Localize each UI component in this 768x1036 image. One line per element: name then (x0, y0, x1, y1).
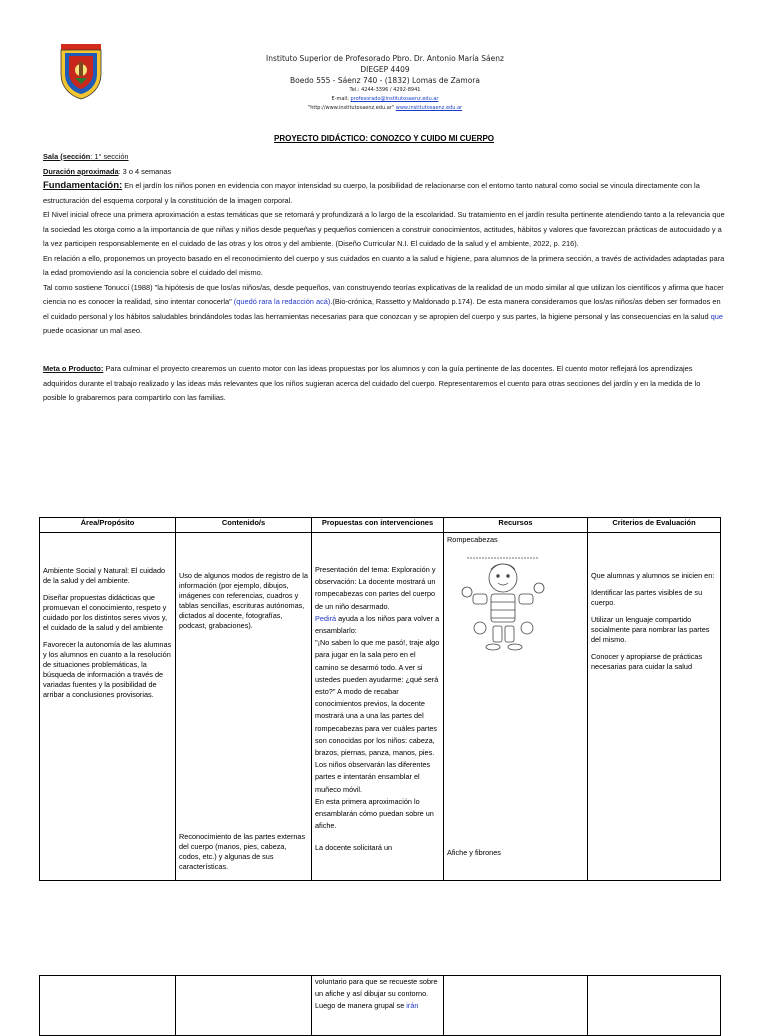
institute-address: Boedo 555 - Sáenz 740 - (1832) Lomas de Zamora (290, 76, 480, 85)
fundamentacion-p4 (43, 281, 725, 339)
header-criterios: Criterios de Evaluación (588, 518, 721, 533)
area-item: Favorecer la autonomía de las alumnas y los alumnos en cuanto a la resolución de situaciones problemáticas, la búsqueda de información a través de variadas fuentes y la posibilidad de arribar a conclusiones provisorias. (43, 640, 172, 699)
area-item: Ambiente Social y Natural: El cuidado de la salud y del ambiente. (43, 566, 166, 585)
recursos-cell-continued (444, 976, 588, 1036)
fundamentacion-section (43, 179, 725, 339)
criterio-item: Que alumnas y alumnos se inicien en: (591, 571, 715, 580)
area-cell-continued (40, 976, 176, 1036)
criterio-item: Conocer y apropiarse de prácticas necesarias para cuidar la salud (591, 652, 703, 671)
propuesta-ayuda (315, 613, 440, 637)
propuesta-grupal (315, 1000, 440, 1012)
duracion-label: Duración aproximada (43, 166, 119, 176)
header-area: Área/Propósito (40, 518, 176, 533)
propuestas-cell-continued (312, 976, 444, 1036)
duracion-value: : 3 o 4 semanas (118, 166, 172, 176)
fundamentacion-text-1: En el jardín los niños ponen en evidencia con mayor intensidad su cuerpo, la posibilidad de relacionarse con el entorno tanto natural como social se vincula directamente con la estructuración del esquema corporal y la constitución de la imagen corporal. (43, 181, 700, 205)
meta-label: Meta o Producto: (43, 364, 104, 373)
institute-code: DIEGEP 4409 (360, 65, 410, 74)
contenidos-cell-continued (176, 976, 312, 1036)
header-recursos: Recursos (444, 518, 588, 533)
institute-crest-logo (58, 44, 104, 100)
propuesta-observacion: Los niños observarán las diferentes partes e intentarán ensamblar el muñeco móvil. (315, 760, 431, 794)
web-prefix: "http://www.institutosaenz.edu.ar" (307, 105, 395, 111)
recursos-cell (444, 533, 588, 881)
planning-table (39, 517, 721, 881)
institute-web-line (200, 104, 570, 113)
criterio-item: Utilizar un lenguaje compartido socialmente para nombrar las partes del mismo. (591, 615, 710, 644)
criterios-cell (588, 533, 721, 881)
propuesta-afiche: En esta primera aproximación lo ensamblarán cómo puedan sobre un afiche. (315, 796, 434, 831)
fundamentacion-p3: En relación a ello, proponemos un proyecto basado en el reconocimiento del cuerpo y sus cuidados en cuanto a la salud e higiene, para alumnos de la primera sección, a través de actividades adaptadas para la edad promoviendo así la conciencia sobre el cuidado del mismo. (43, 253, 725, 277)
email-link[interactable]: profesorado@institutosaenz.edu.ar (350, 96, 439, 102)
fundamentacion-end: puede ocasionar un mal aseo. (43, 326, 143, 335)
sala-label: Sala (sección (43, 152, 91, 161)
sala-line (43, 150, 725, 165)
criterio-item: Identificar las partes visibles de su cuerpo. (591, 588, 703, 607)
highlighted-word: que (710, 311, 723, 321)
highlighted-word: irán (406, 1001, 419, 1011)
body-puzzle-illustration (447, 548, 567, 654)
contenido-item: Uso de algunos modos de registro de la información (por ejemplo, dibujos, imágenes con referencias, cuadros y tablas sencillas, escrituras autónomas, dictados al docente, fotografías, podcast, grabaciones). (179, 571, 308, 630)
document-title: PROYECTO DIDÁCTICO: CONOZCO Y CUIDO MI CUERPO (273, 134, 494, 143)
criterios-cell-continued (588, 976, 721, 1036)
propuesta-quote: "¡No saben lo que me pasó!, traje algo para jugar en la sala pero en el camino se desarmó todo. A ver si ustedes pueden ayudarme: ¿qué será esto?" A modo de recabar conocimientos previos, la docente mostrará una a una las partes del rompecabezas para ver cuáles partes son conocidas por los niños: cabeza, brazos, piernas, panza, manos, pies. (315, 638, 440, 758)
institute-email-line (200, 95, 570, 104)
propuesta-intro: Presentación del tema: Exploración y observación: La docente mostrará un rompecabezas con partes del cuerpo de un niño desarmado. (315, 565, 436, 611)
planning-table-continued (39, 975, 721, 1036)
fundamentacion-p2: El Nivel inicial ofrece una primera aproximación a estas temáticas que se retomará y profundizará a lo largo de la escolaridad. Su tratamiento en el jardín resulta pertinente atendiendo tanto a la relevancia que la sociedad les otorga como a la importancia de que niñas y niños desde pequeñas y pequeños comiencen a construir conocimientos, actitudes, hábitos y valores que favorezcan prácticas de autocuidado y a la vez participen responsablemente en el cuidado de las otras y los otros y del ambiente. (Diseño Curricular N.I. El cuidado de la salud y el ambiente, 2022, p. 216). (43, 210, 725, 248)
propuesta-grupal-text: Luego de manera grupal se (315, 1001, 407, 1011)
duracion-line (43, 165, 725, 180)
fundamentacion-citation: .(Bio-crónica, Rassetto y Maldonado p.174). De esta manera consideramos que los/as niños/as deben ser formados en el cuidado personal y los hábitos saludables brindándoles todas las herramientas necesarias para que conozcan y se apropien del cuerpo y sus partes, la higiene personal y las consecuencias en la salud (43, 297, 721, 321)
web-link[interactable]: www.institutosaenz.edu.ar (395, 105, 463, 111)
highlighted-word: Pedirá (315, 613, 337, 623)
contenido-item: Reconocimiento de las partes externas del cuerpo (manos, pies, cabeza, codos, etc.) y algunas de sus características. (179, 832, 306, 871)
contenidos-cell (176, 533, 312, 881)
email-label: E-mail: (331, 96, 349, 102)
recurso-rompecabezas: Rompecabezas (447, 535, 498, 544)
propuesta-ayuda-text: ayuda a los niños para volver a ensamblarlo: (315, 613, 440, 636)
table-row (40, 533, 721, 881)
table-header-row (40, 518, 721, 533)
recurso-afiche: Afiche y fibrones (447, 848, 501, 857)
propuesta-solicita: La docente solicitará un (315, 843, 393, 853)
editor-comment: (quedó rara la redacción acá) (233, 297, 331, 306)
fundamentacion-quote: Tal como sostiene Tonucci (1988) "la hipótesis de que los/as niños/as, desde pequeños, van construyendo teorías explicativas de la realidad de un modo similar al que utilizan los científicos y afirma que hacer ciencia no es conocer la realidad, sino intentar conocerla" (43, 282, 724, 306)
institute-phone: Tel.: 4244-3396 / 4292-8941 (349, 87, 421, 93)
header-propuestas: Propuestas con intervenciones (312, 518, 444, 533)
institute-name: Instituto Superior de Profesorado Pbro. Dr. Antonio María Sáenz (266, 54, 504, 63)
header-contenidos: Contenido/s (176, 518, 312, 533)
meta-paragraph (43, 362, 725, 406)
meta-section (43, 362, 725, 406)
area-cell (40, 533, 176, 881)
propuesta-continuacion: voluntario para que se recueste sobre un afiche y así dibujar su contorno. (315, 977, 438, 999)
area-item: Diseñar propuestas didácticas que promuevan el conocimiento, respeto y cuidado por los distintos seres vivos y, el cuidado de la salud y del ambiente (43, 593, 167, 632)
table-row (40, 976, 721, 1036)
propuestas-cell (312, 533, 444, 881)
institute-header (200, 53, 570, 113)
fundamentacion-p1 (43, 179, 725, 208)
sala-value: : 1° sección (90, 152, 129, 161)
project-info (43, 150, 725, 179)
meta-text: Para culminar el proyecto crearemos un cuento motor con las ideas propuestas por los alumnos y con la guía pertinente de las docentes. El cuento motor reflejará los aprendizajes adquiridos durante el trabajo realizado y las ideas más relevantes que los niños sugieran acerca del cuidado del cuerpo. Representaremos el cuento para otras secciones del jardín y en la medida de lo posible lo grabaremos para compartirlo con las familias. (43, 364, 701, 402)
fundamentacion-label: Fundamentación: (43, 180, 123, 191)
